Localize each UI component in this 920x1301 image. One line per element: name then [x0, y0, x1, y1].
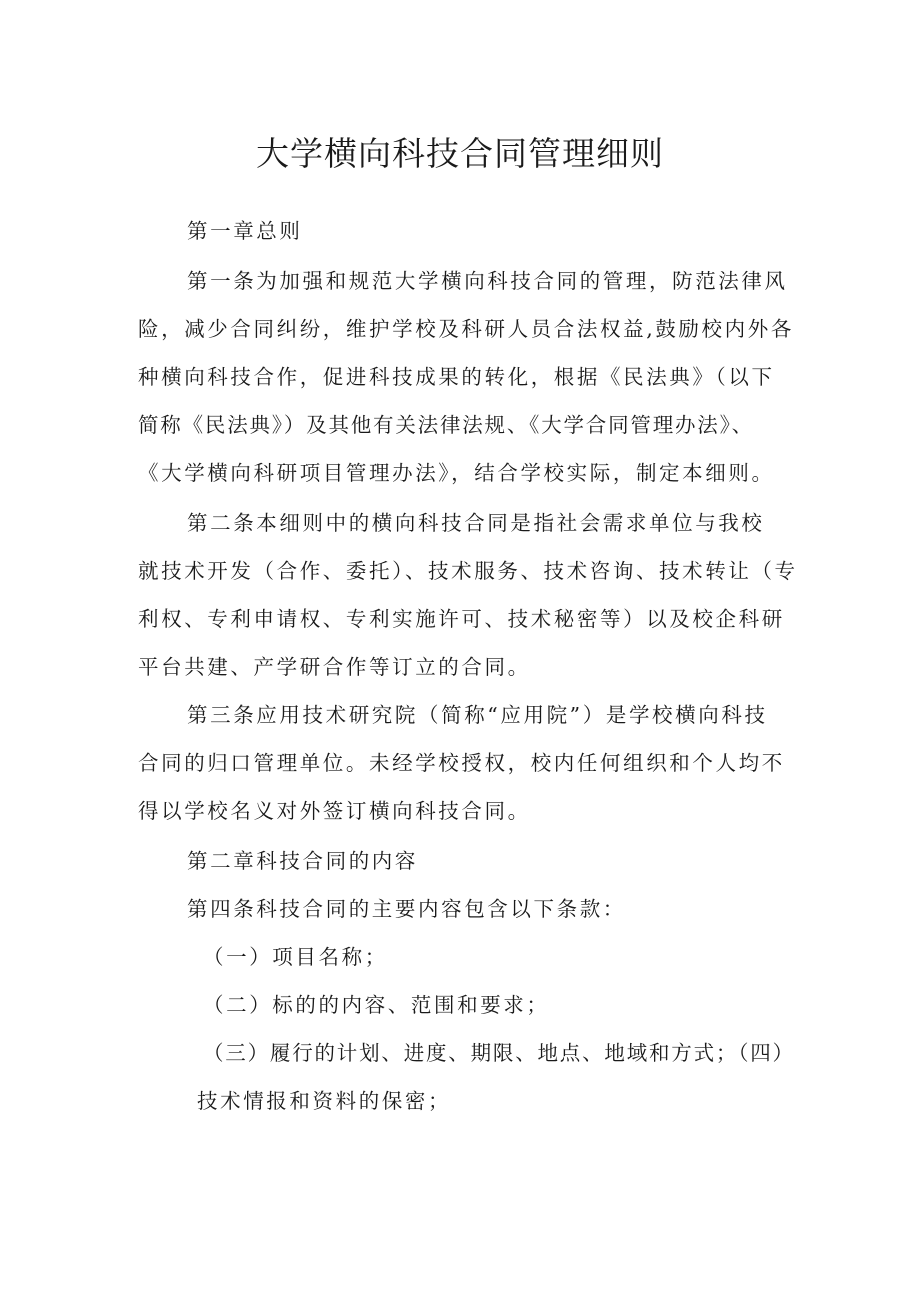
list-item: （二）标的的内容、范围和要求； — [203, 993, 550, 1017]
article-2-line-2: 就技术开发（合作、委托）、技术服务、技术咨询、技术转让（专 — [138, 559, 798, 583]
list-item: （三）履行的计划、进度、期限、地点、地域和方式；（四） — [203, 1041, 795, 1065]
article-2-line-1: 第二条本细则中的横向科技合同是指社会需求单位与我校 — [187, 511, 765, 535]
article-2-line-3: 利权、专利申请权、专利实施许可、技术秘密等）以及校企科研 — [138, 607, 785, 631]
article-2-line-4: 平台共建、产学研合作等订立的合同。 — [138, 655, 531, 679]
article-1-line-5: 《大学横向科研项目管理办法》，结合学校实际，制定本细则。 — [138, 461, 775, 485]
chapter-heading-2: 第二章科技合同的内容 — [187, 849, 418, 873]
article-4-intro: 第四条科技合同的主要内容包含以下条款： — [187, 897, 626, 921]
article-3-line-1: 第三条应用技术研究院（简称“应用院”）是学校横向科技 — [187, 703, 768, 727]
article-1-line-4: 简称《民法典》）及其他有关法律法规、《大学合同管理办法》、 — [138, 413, 754, 437]
article-1-line-3: 种横向科技合作，促进科技成果的转化，根据《民法典》（以下 — [138, 365, 775, 389]
article-1-line-1: 第一条为加强和规范大学横向科技合同的管理，防范法律风 — [187, 269, 788, 293]
list-item: 技术情报和资料的保密； — [197, 1089, 452, 1113]
document-title: 大学横向科技合同管理细则 — [256, 134, 664, 173]
article-3-line-2: 合同的归口管理单位。未经学校授权，校内任何组织和个人均不 — [138, 751, 785, 775]
chapter-heading-1: 第一章总则 — [187, 219, 303, 243]
article-1-line-2: 险，减少合同纠纷，维护学校及科研人员合法权益,鼓励校内外各 — [138, 317, 794, 341]
article-3-line-3: 得以学校名义对外签订横向科技合同。 — [138, 799, 531, 823]
list-item: （一）项目名称； — [203, 945, 388, 969]
